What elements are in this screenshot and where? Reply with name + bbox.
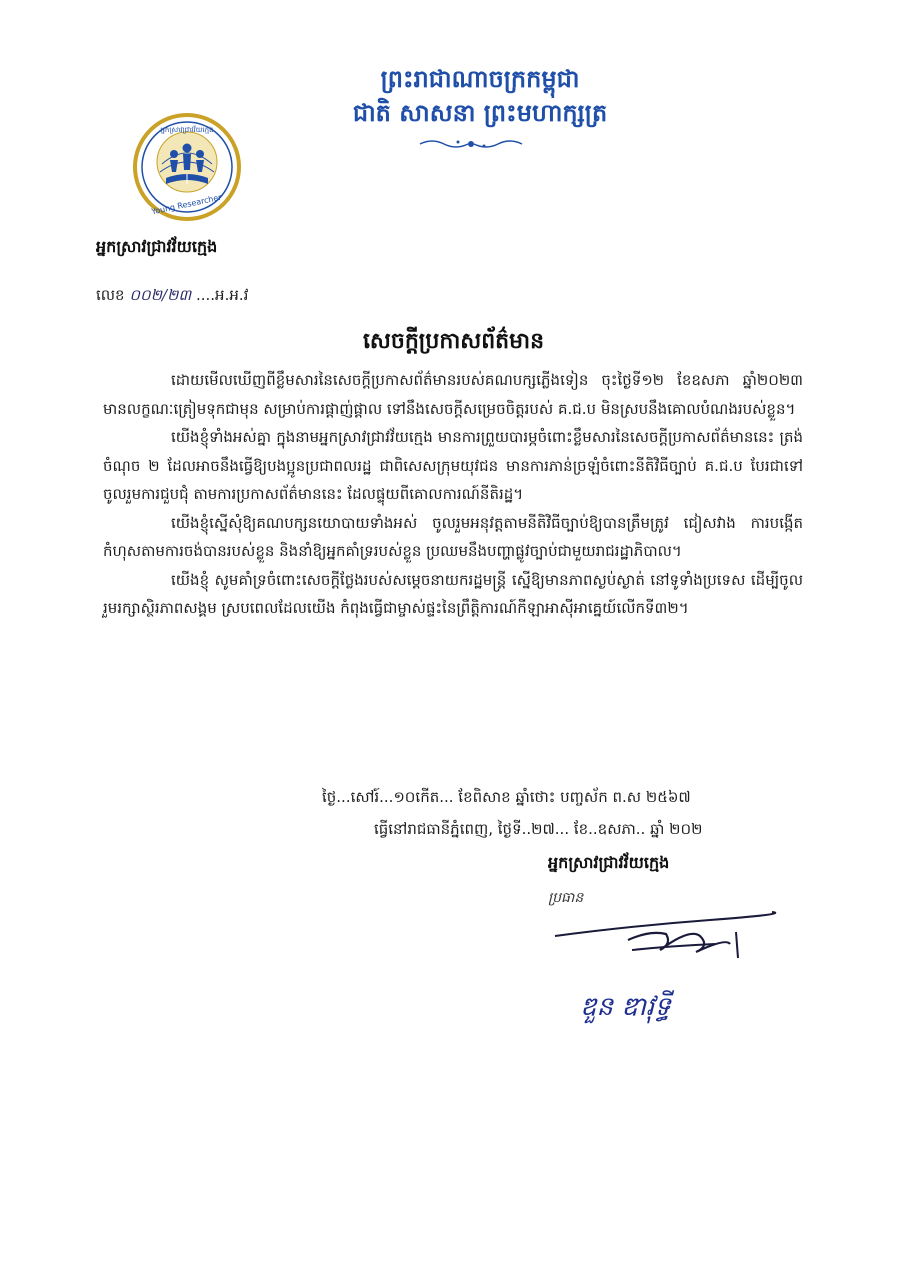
kingdom-title: ព្រះរាជាណាចក្រកម្ពុជា bbox=[380, 64, 580, 93]
reference-number bbox=[96, 286, 248, 308]
paragraph-2: យើងខ្ញុំទាំងអស់គ្នា ក្នុងនាមអ្នកស្រាវជ្រាវវ័យក្មេង មានការព្រួយបារម្ភចំពោះខ្លឹមសារនៃសេចក្តីប្រកាសព័ត៌មាននេះ ត្រង់ចំណុច ២ ដែលអាចនឹងធ្វើឱ្យបងប្អូនប្រជាពលរដ្ឋ ជាពិសេសក្រុមយុវជន មានការភាន់ច្រឡំចំពោះនីតិវិធីច្បាប់ គ.ជ.ប បែរជាទៅចូលរួមការជួបជុំ តាមការប្រកាសព័ត៌មាននេះ ដែលផ្ទុយពីគោលការណ៍នីតិរដ្ឋ។ bbox=[103, 428, 803, 503]
paragraph-3: យើងខ្ញុំស្នើសុំឱ្យគណបក្សនយោបាយទាំងអស់ ចូលរួមអនុវត្តតាមនីតិវិធីច្បាប់ឱ្យបានត្រឹមត្រូវ ជៀសវាង ការបង្កើតកំហុសតាមការចង់បានរបស់ខ្លួន និងនាំឱ្យអ្នកគាំទ្ររបស់ខ្លួន ប្រឈមនឹងបញ្ហាផ្លូវច្បាប់ជាមួយរាជរដ្ឋាភិបាល។ bbox=[103, 513, 803, 560]
logo-caption: Young Researcher bbox=[150, 192, 223, 217]
document-title: សេចក្តីប្រកាសព័ត៌មាន bbox=[362, 328, 545, 354]
reference-prefix: លេខ bbox=[96, 286, 125, 304]
signatory-organization: អ្នកស្រាវជ្រាវវ័យក្មេង bbox=[548, 853, 670, 872]
signatory-role: ប្រធាន bbox=[548, 890, 584, 906]
reference-suffix: ....អ.អ.វ bbox=[195, 286, 249, 304]
logo-ring-text: អ្នកស្រាវជ្រាវវ័យក្មេង bbox=[160, 126, 214, 134]
lunar-date: ថ្ងៃ...សៅរ៍...១០កើត... ខែពិសាខ ឆ្នាំថោះ បញ្ចស័ក ព.ស ២៥៦៧ bbox=[322, 788, 691, 806]
signatory-name: ឌួន ឌាវុទ្ធី bbox=[580, 992, 671, 1022]
paragraph-1: ដោយមើលឃើញពីខ្លឹមសារនៃសេចក្តីប្រកាសព័ត៌មានរបស់គណបក្សភ្លើងទៀន ចុះថ្ងៃទី១២ ខែឧសភា ឆ្នាំ២០២៣ មានលក្ខណៈត្រៀមទុកជាមុន សម្រាប់ការផ្តាញ់ផ្តាល ទៅនឹងសេចក្តីសម្រេចចិត្តរបស់ គ.ជ.ប មិនស្របនឹងគោលបំណងរបស់ខ្លួន។ bbox=[103, 371, 803, 418]
solar-date: ធ្វើនៅរាជធានីភ្នំពេញ, ថ្ងៃទី..២៧... ខែ..ឧសភា.. ឆ្នាំ ២០២ bbox=[374, 820, 703, 838]
reference-value: ០០២/២៣ bbox=[129, 286, 192, 304]
kingdom-header bbox=[300, 62, 660, 130]
ornament-divider-icon bbox=[418, 136, 524, 152]
young-researcher-logo bbox=[132, 112, 242, 222]
paragraph-4: យើងខ្ញុំ សូមគាំទ្រចំពោះសេចក្តីថ្លែងរបស់សម្តេចនាយករដ្ឋមន្ត្រី ស្នើឱ្យមានភាពស្ងប់ស្ងាត់ នៅទូទាំងប្រទេស ដើម្បីចូលរួមរក្សាស្ថិរភាពសង្គម ស្របពេលដែលយើង កំពុងធ្វើជាម្ចាស់ផ្ទះនៃព្រឹត្តិការណ៍កីឡាអាស៊ីអាគ្នេយ៍លើកទី៣២។ bbox=[103, 570, 803, 617]
document-body bbox=[103, 366, 803, 623]
nation-motto: ជាតិ សាសនា ព្រះមហាក្សត្រ bbox=[352, 98, 608, 127]
organization-name: អ្នកស្រាវជ្រាវវ័យក្មេង bbox=[96, 237, 218, 256]
